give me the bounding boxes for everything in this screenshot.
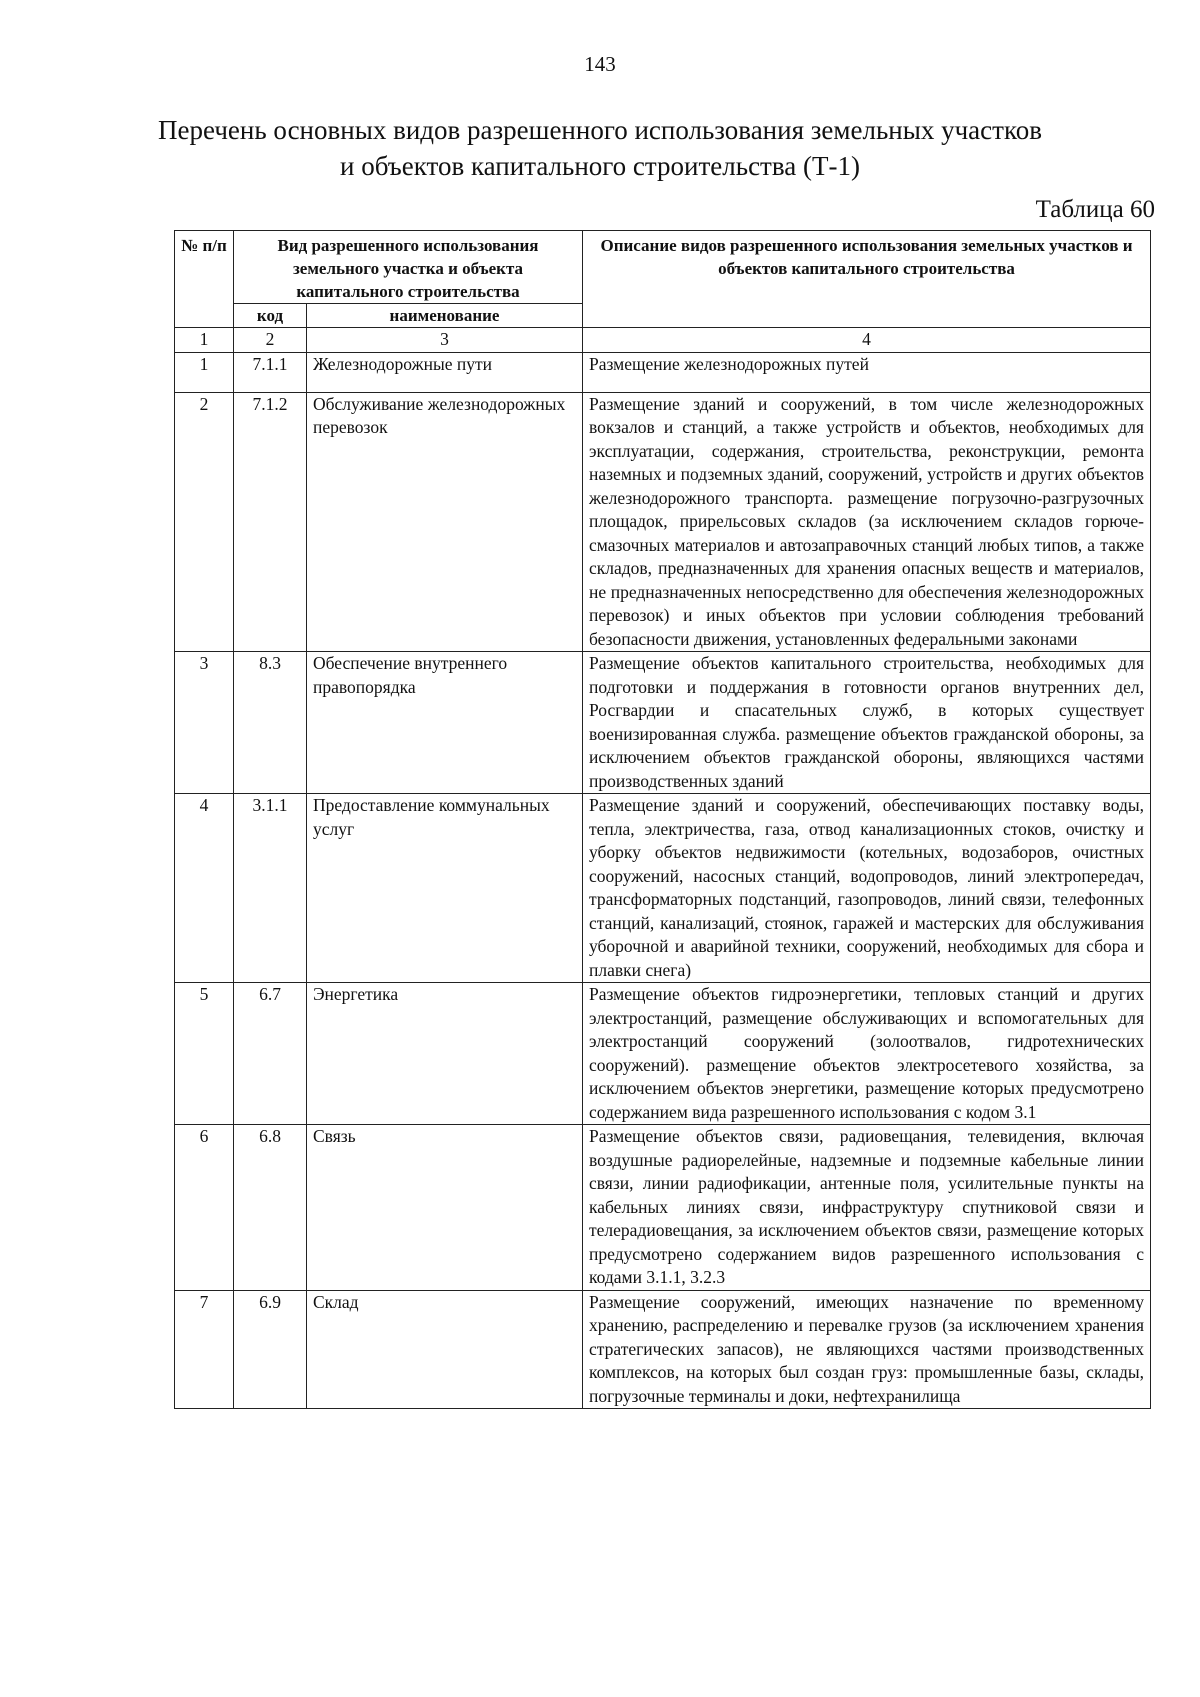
row-num: 6 bbox=[175, 1125, 234, 1291]
land-use-table bbox=[174, 230, 1151, 1409]
row-description: Размещение объектов гидроэнергетики, тепловых станций и других электростанций, размещение обслуживающих и вспомогательных для электростанций сооружений (золоотвалов, гидротехнических сооружений). размещение объектов электросетевого хозяйства, за исключением объектов энергетики, размещение которых предусмотрено содержанием вида разрешенного использования с кодом 3.1 bbox=[583, 983, 1151, 1125]
row-name: Железнодорожные пути bbox=[307, 352, 583, 392]
row-code: 6.9 bbox=[234, 1290, 307, 1409]
row-name: Обеспечение внутреннего правопорядка bbox=[307, 652, 583, 794]
row-description: Размещение зданий и сооружений, в том числе железнодорожных вокзалов и станций, а также устройств и объектов, необходимых для эксплуатации, содержания, строительства, реконструкции, ремонта наземных и подземных зданий, сооружений, устройств и других объектов железнодорожного транспорта. размещение погрузочно-разгрузочных площадок, прирельсовых складов (за исключением складов горюче-смазочных материалов и автозаправочных станций любых типов, а также складов, предназначенных для хранения опасных веществ и материалов, не предназначенных непосредственно для обеспечения железнодорожных перевозок) и иных объектов при условии соблюдения требований безопасности движения, установленных федеральными законами bbox=[583, 392, 1151, 652]
row-code: 7.1.1 bbox=[234, 352, 307, 392]
row-code: 7.1.2 bbox=[234, 392, 307, 652]
table-row bbox=[175, 652, 1151, 794]
row-code: 8.3 bbox=[234, 652, 307, 794]
table-label: Таблица 60 bbox=[1035, 196, 1155, 223]
column-index: 1 bbox=[175, 328, 234, 353]
header-code: код bbox=[234, 304, 307, 328]
table-row bbox=[175, 983, 1151, 1125]
row-description: Размещение объектов связи, радиовещания, телевидения, включая воздушные радиорелейные, надземные и подземные кабельные линии связи, линии радиофикации, антенные поля, усилительные пункты на кабельных линиях связи, инфраструктуру спутниковой связи и телерадиовещания, за исключением объектов связи, размещение которых предусмотрено содержанием видов разрешенного использования с кодами 3.1.1, 3.2.3 bbox=[583, 1125, 1151, 1291]
row-num: 5 bbox=[175, 983, 234, 1125]
row-num: 3 bbox=[175, 652, 234, 794]
row-num: 1 bbox=[175, 352, 234, 392]
title-line-1: Перечень основных видов разрешенного использования земельных участков bbox=[158, 115, 1042, 145]
row-code: 3.1.1 bbox=[234, 794, 307, 983]
row-description: Размещение объектов капитального строительства, необходимых для подготовки и поддержания в готовности органов внутренних дел, Росгвардии и спасательных служб, в которых существует военизированная служба. размещение объектов гражданской обороны, за исключением объектов гражданской обороны, являющихся частями производственных зданий bbox=[583, 652, 1151, 794]
column-index: 3 bbox=[307, 328, 583, 353]
table-row bbox=[175, 794, 1151, 983]
row-name: Энергетика bbox=[307, 983, 583, 1125]
column-index-row bbox=[175, 328, 1151, 353]
row-name: Предоставление коммунальных услуг bbox=[307, 794, 583, 983]
row-code: 6.7 bbox=[234, 983, 307, 1125]
table-row bbox=[175, 1290, 1151, 1409]
document-title bbox=[100, 112, 1100, 184]
header-use-type: Вид разрешенного использования земельного участка и объекта капитального строительства bbox=[234, 231, 583, 304]
table-row bbox=[175, 352, 1151, 392]
table-row bbox=[175, 392, 1151, 652]
title-line-2: и объектов капитального строительства (Т-1) bbox=[340, 151, 860, 181]
page-number: 143 bbox=[584, 52, 616, 76]
header-num: № п/п bbox=[175, 231, 234, 328]
row-description: Размещение железнодорожных путей bbox=[583, 352, 1151, 392]
header-description: Описание видов разрешенного использования земельных участков и объектов капитального строительства bbox=[583, 231, 1151, 328]
table-row bbox=[175, 1125, 1151, 1291]
column-index: 4 bbox=[583, 328, 1151, 353]
column-index: 2 bbox=[234, 328, 307, 353]
row-name: Связь bbox=[307, 1125, 583, 1291]
row-num: 7 bbox=[175, 1290, 234, 1409]
row-num: 4 bbox=[175, 794, 234, 983]
row-code: 6.8 bbox=[234, 1125, 307, 1291]
row-description: Размещение сооружений, имеющих назначение по временному хранению, распределению и перевалке грузов (за исключением хранения стратегических запасов), не являющихся частями производственных комплексов, на которых был создан груз: промышленные базы, склады, погрузочные терминалы и доки, нефтехранилища bbox=[583, 1290, 1151, 1409]
header-name: наименование bbox=[307, 304, 583, 328]
row-name: Склад bbox=[307, 1290, 583, 1409]
row-description: Размещение зданий и сооружений, обеспечивающих поставку воды, тепла, электричества, газа, отвод канализационных стоков, очистку и уборку объектов недвижимости (котельных, водозаборов, очистных сооружений, насосных станций, водопроводов, линий электропередач, трансформаторных подстанций, газопроводов, линий связи, телефонных станций, канализаций, стоянок, гаражей и мастерских для обслуживания уборочной и аварийной техники, сооружений, необходимых для сбора и плавки снега) bbox=[583, 794, 1151, 983]
row-num: 2 bbox=[175, 392, 234, 652]
row-name: Обслуживание железнодорожных перевозок bbox=[307, 392, 583, 652]
